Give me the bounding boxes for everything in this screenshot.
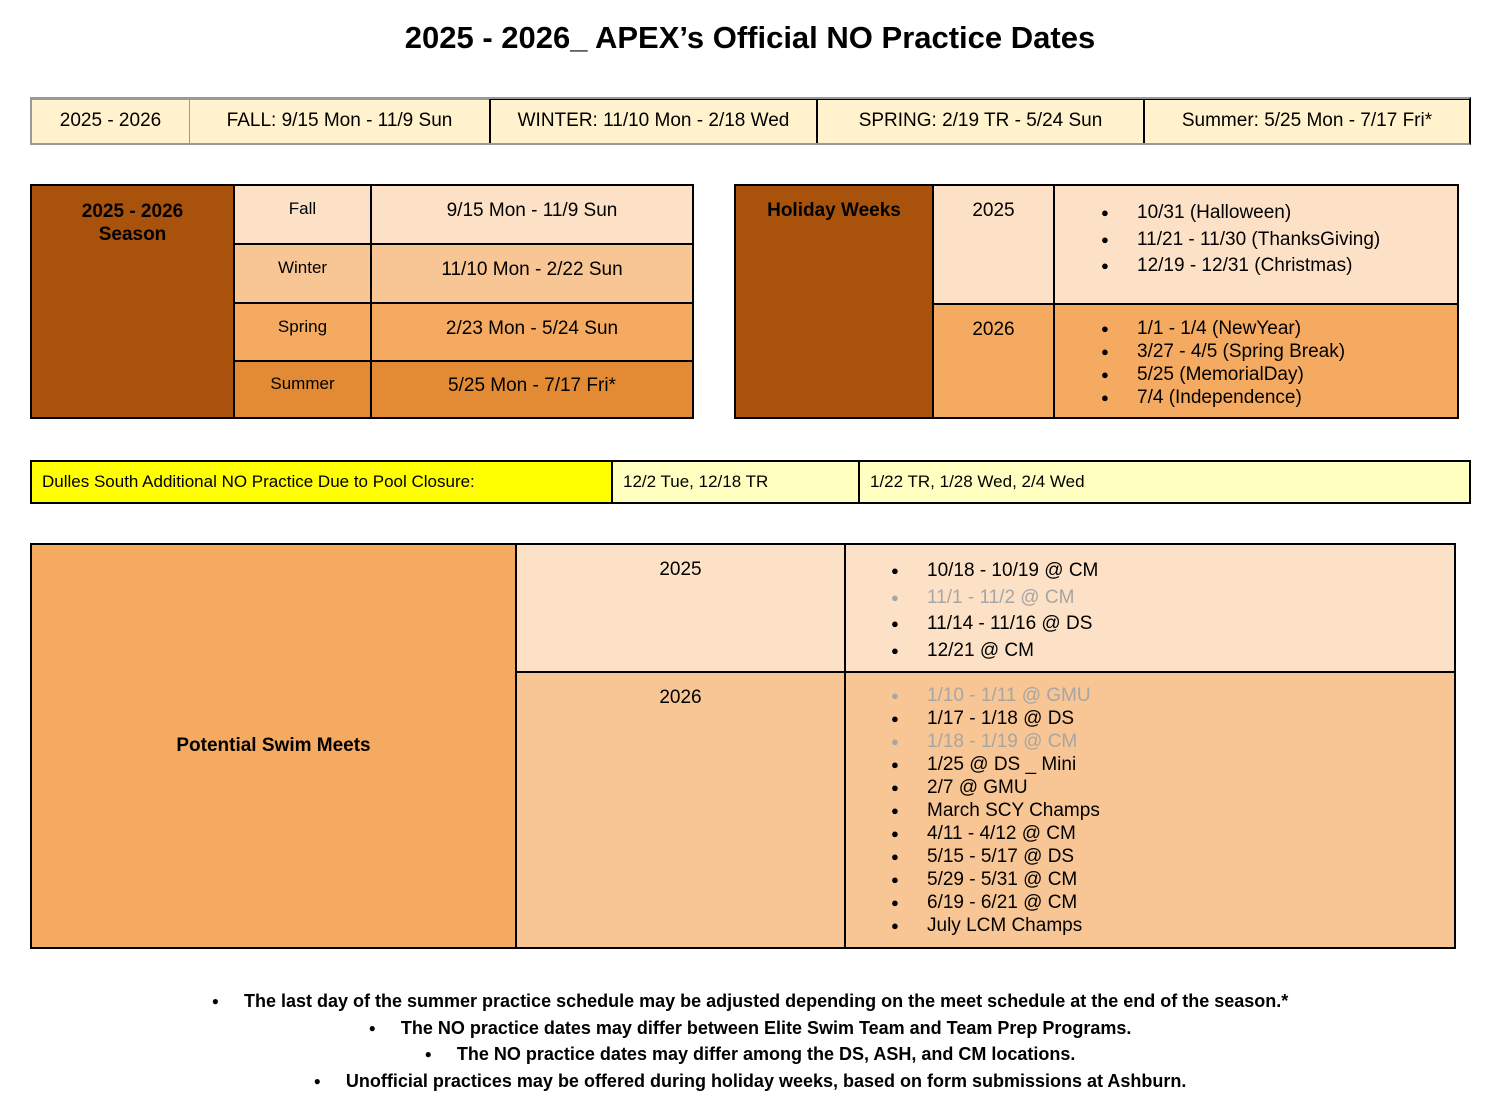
meets-year-2025: 2025: [517, 545, 846, 673]
season-label-fall: Fall: [235, 186, 372, 245]
dulles-dates-2025: 12/2 Tue, 12/18 TR: [613, 462, 860, 502]
season-label-winter: Winter: [235, 245, 372, 304]
list-item: ● 10/18 - 10/19 @ CM: [891, 558, 1454, 585]
list-item: ● 11/21 - 11/30 (ThanksGiving): [1101, 227, 1457, 254]
season-dates-summer: 5/25 Mon - 7/17 Fri*: [372, 362, 692, 417]
holiday-year-2026: 2026: [934, 305, 1055, 417]
footnote-text: The NO practice dates may differ between Elite Swim Team and Team Prep Programs.: [400, 1017, 1132, 1038]
meets-heading: Potential Swim Meets: [32, 545, 517, 947]
footnote: [0, 1041, 1494, 1068]
season-dates-winter: 11/10 Mon - 2/22 Sun: [372, 245, 692, 304]
season-label-summer: Summer: [235, 362, 372, 417]
list-item: ● July LCM Champs: [891, 914, 1454, 937]
holiday-heading: Holiday Weeks: [736, 186, 934, 417]
holiday-list-2025: [1055, 186, 1457, 305]
list-item: ● 11/1 - 11/2 @ CM: [891, 585, 1454, 612]
footnote-text: The NO practice dates may differ among the DS, ASH, and CM locations.: [456, 1044, 1076, 1064]
list-item: ● March SCY Champs: [891, 799, 1454, 822]
dulles-closure-row: [30, 460, 1471, 504]
overview-year: 2025 - 2026: [32, 99, 190, 143]
footnote-text: The last day of the summer practice schedule may be adjusted depending on the meet schedule at the end of the season.*: [243, 991, 1289, 1011]
list-item: ● 1/25 @ DS _ Mini: [891, 753, 1454, 776]
list-item: ● 2/7 @ GMU: [891, 776, 1454, 799]
meets-list-2025: [846, 545, 1454, 673]
list-item: ● 5/29 - 5/31 @ CM: [891, 868, 1454, 891]
list-item: ● 5/15 - 5/17 @ DS: [891, 845, 1454, 868]
list-item: ● 1/18 - 1/19 @ CM: [891, 730, 1454, 753]
season-overview-bar: [30, 97, 1471, 145]
bullet-icon: ●: [424, 1047, 432, 1061]
dulles-dates-2026: 1/22 TR, 1/28 Wed, 2/4 Wed: [860, 462, 1469, 502]
dulles-label: Dulles South Additional NO Practice Due to Pool Closure:: [32, 462, 613, 502]
list-item: ● 1/1 - 1/4 (NewYear): [1101, 317, 1457, 340]
season-label-spring: Spring: [235, 304, 372, 362]
holiday-weeks-table: [734, 184, 1459, 419]
bullet-icon: ●: [368, 1020, 376, 1035]
list-item: ● 1/10 - 1/11 @ GMU: [891, 684, 1454, 707]
bullet-icon: ●: [211, 994, 219, 1008]
footnote-text: Unofficial practices may be offered during holiday weeks, based on form submissions at Ashburn.: [345, 1070, 1187, 1091]
list-item: ● 6/19 - 6/21 @ CM: [891, 891, 1454, 914]
list-item: ● 4/11 - 4/12 @ CM: [891, 822, 1454, 845]
holiday-year-2025: 2025: [934, 186, 1055, 305]
list-item: ● 1/17 - 1/18 @ DS: [891, 707, 1454, 730]
overview-fall: FALL: 9/15 Mon - 11/9 Sun: [190, 99, 491, 143]
season-heading-line1: 2025 - 2026: [81, 201, 184, 222]
overview-spring: SPRING: 2/19 TR - 5/24 Sun: [818, 99, 1145, 143]
list-item: ● 11/14 - 11/16 @ DS: [891, 611, 1454, 638]
season-heading-line2: Season: [98, 224, 167, 245]
bullet-icon: ●: [313, 1073, 321, 1088]
swim-meets-table: [30, 543, 1456, 949]
overview-winter: WINTER: 11/10 Mon - 2/18 Wed: [491, 99, 818, 143]
season-dates-spring: 2/23 Mon - 5/24 Sun: [372, 304, 692, 362]
footnotes: [0, 988, 1494, 1094]
season-dates-fall: 9/15 Mon - 11/9 Sun: [372, 186, 692, 245]
season-heading: [32, 186, 235, 417]
season-table: [30, 184, 694, 419]
holiday-list-2026: [1055, 305, 1457, 417]
overview-summer: Summer: 5/25 Mon - 7/17 Fri*: [1145, 99, 1469, 143]
list-item: ● 3/27 - 4/5 (Spring Break): [1101, 340, 1457, 363]
list-item: ● 7/4 (Independence): [1101, 386, 1457, 409]
list-item: ● 5/25 (MemorialDay): [1101, 363, 1457, 386]
footnote: [0, 1068, 1494, 1095]
footnote: [0, 988, 1494, 1015]
page-title: 2025 - 2026_ APEX’s Official NO Practice Dates: [404, 20, 1096, 55]
list-item: ● 10/31 (Halloween): [1101, 200, 1457, 227]
list-item: ● 12/19 - 12/31 (Christmas): [1101, 253, 1457, 280]
list-item: ● 12/21 @ CM: [891, 638, 1454, 665]
footnote: [0, 1015, 1494, 1042]
meets-year-2026: 2026: [517, 673, 846, 947]
meets-list-2026: [846, 673, 1454, 947]
